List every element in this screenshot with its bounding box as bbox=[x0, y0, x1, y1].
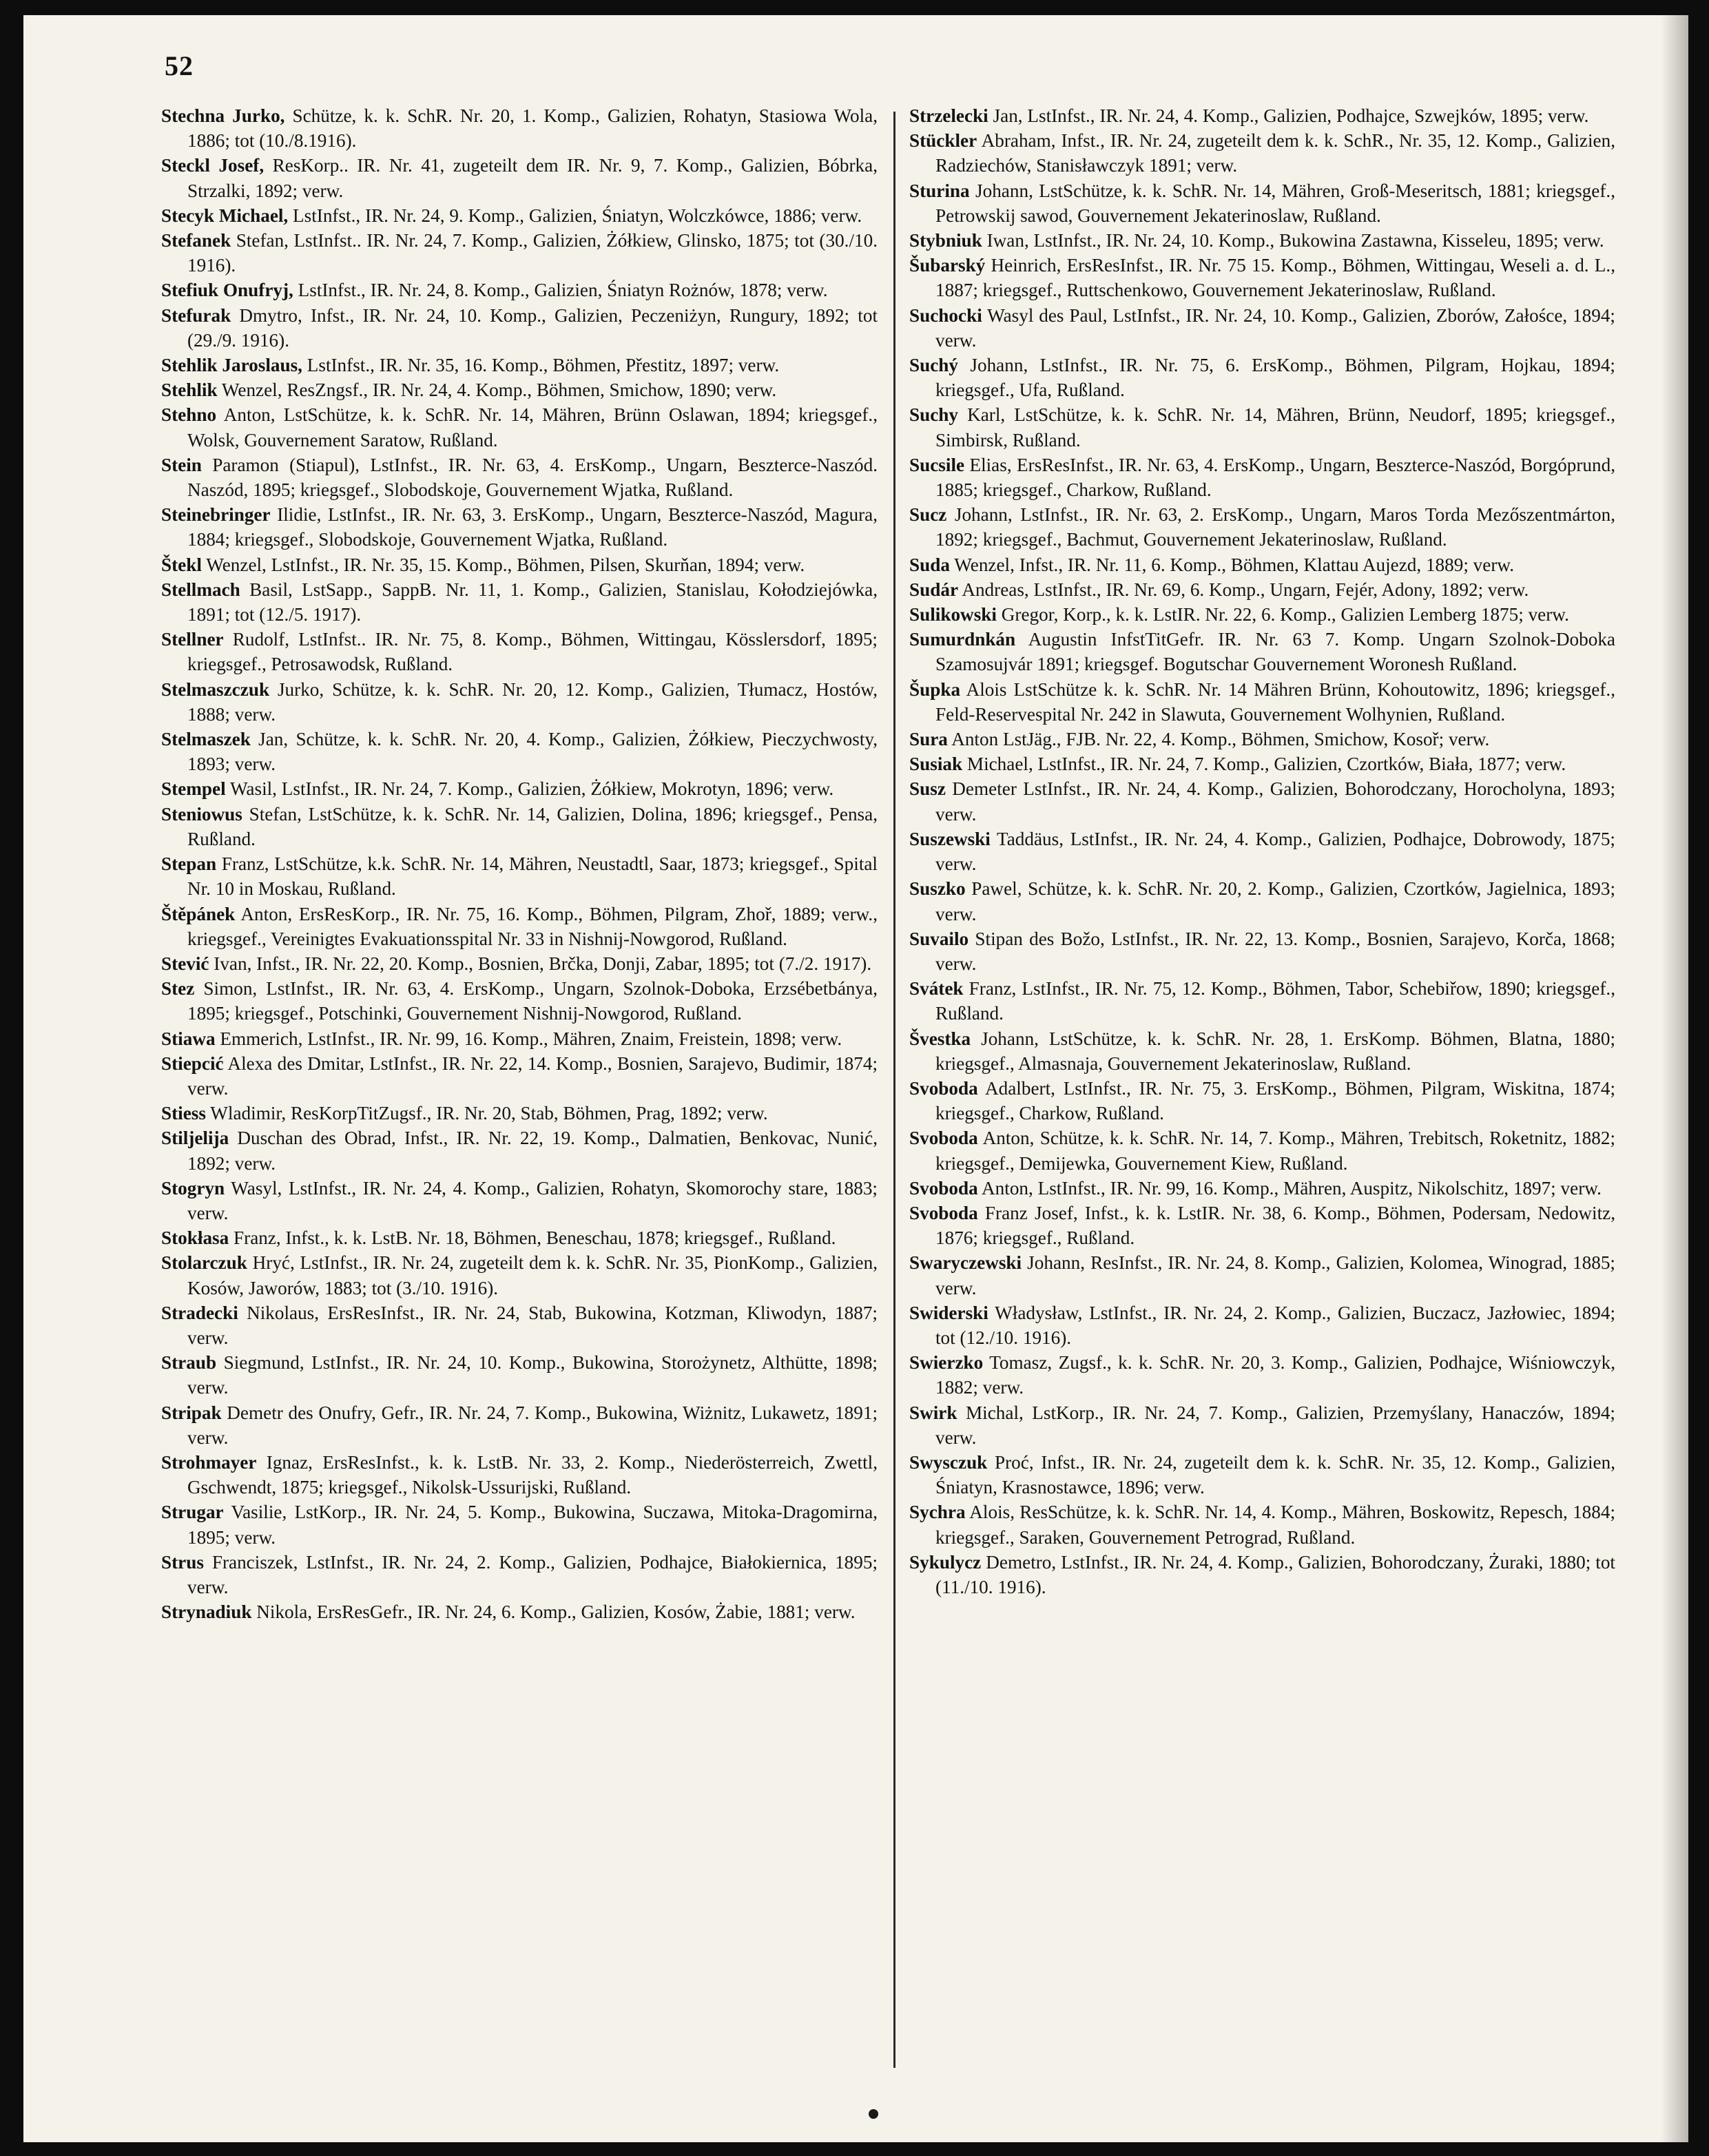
entry-details: Pawel, Schütze, k. k. SchR. Nr. 20, 2. Komp., Galizien, Czortków, Jagielnica, 1893; verw. bbox=[935, 878, 1615, 924]
entry-name: Svoboda bbox=[909, 1077, 978, 1099]
column-divider bbox=[893, 112, 895, 2068]
register-entry bbox=[909, 1201, 1615, 1250]
entry-details: Wenzel, ResZngsf., IR. Nr. 24, 4. Komp., Böhmen, Smichow, 1890; verw. bbox=[217, 380, 777, 401]
entry-name: Stiawa bbox=[161, 1028, 216, 1049]
entry-details: Wasyl des Paul, LstInfst., IR. Nr. 24, 10. Komp., Galizien, Zborów, Załośce, 1894; verw. bbox=[935, 304, 1615, 351]
entry-name: Sturina bbox=[909, 180, 970, 201]
entry-name: Svoboda bbox=[909, 1128, 978, 1149]
entry-name: Stempel bbox=[161, 778, 226, 800]
entry-details: Johann, LstInfst., IR. Nr. 75, 6. ErsKomp., Böhmen, Pilgram, Hojkau, 1894; kriegsgef., Ufa, Rußland. bbox=[935, 355, 1615, 401]
register-entry bbox=[161, 103, 878, 153]
entry-details: Anton, Schütze, k. k. SchR. Nr. 14, 7. Komp., Mähren, Trebitsch, Roketnitz, 1882; kriegsgef., Demijewka, Gouvernement Kiew, Rußland. bbox=[935, 1128, 1615, 1174]
entry-details: Michal, LstKorp., IR. Nr. 24, 7. Komp., Galizien, Przemyślany, Hanaczów, 1894; verw. bbox=[935, 1402, 1615, 1448]
register-entry bbox=[161, 278, 878, 302]
register-entry bbox=[161, 1051, 878, 1101]
entry-details: Ignaz, ErsResInfst., k. k. LstB. Nr. 33, 2. Komp., Niederösterreich, Zwettl, Gschwendt, 1875; kriegsgef., Nikolsk-Ussurijski, Rußland. bbox=[187, 1451, 878, 1498]
entry-name: Swiderski bbox=[909, 1302, 988, 1323]
entry-name: Stelmaszek bbox=[161, 729, 251, 750]
entry-name: Suchocki bbox=[909, 304, 982, 326]
entry-name: Straub bbox=[161, 1352, 217, 1374]
entry-name: Stellmach bbox=[161, 579, 240, 600]
entry-details: Rudolf, LstInfst.. IR. Nr. 75, 8. Komp., Böhmen, Wittingau, Kösslersdorf, 1895; kriegsgef., Petrosawodsk, Rußland. bbox=[187, 629, 878, 675]
entry-name: Strzelecki bbox=[909, 105, 988, 126]
entry-details: Heinrich, ErsResInfst., IR. Nr. 75 15. Komp., Böhmen, Wittingau, Weseli a. d. L., 1887; kriegsgef., Ruttschenkowo, Gouvernement Jekaterinoslaw, Rußland. bbox=[935, 255, 1615, 301]
entry-details: Wenzel, Infst., IR. Nr. 11, 6. Komp., Böhmen, Klattau Aujezd, 1889; verw. bbox=[949, 554, 1515, 575]
entry-name: Strus bbox=[161, 1551, 204, 1573]
entry-name: Steckl Josef, bbox=[161, 155, 265, 176]
right-column bbox=[909, 103, 1615, 1599]
register-entry bbox=[161, 1350, 878, 1400]
entry-details: Anton LstJäg., FJB. Nr. 22, 4. Komp., Böhmen, Smichow, Kosoř; verw. bbox=[947, 729, 1490, 750]
register-entry bbox=[161, 453, 878, 502]
entry-name: Sumurdnkán bbox=[909, 629, 1016, 650]
entry-details: Karl, LstSchütze, k. k. SchR. Nr. 14, Mähren, Brünn, Neudorf, 1895; kriegsgef., Simbirsk, Rußland. bbox=[935, 404, 1615, 450]
entry-name: Stecyk Michael, bbox=[161, 205, 289, 226]
entry-name: Sychra bbox=[909, 1502, 966, 1523]
register-entry bbox=[909, 1550, 1615, 1599]
register-entry bbox=[161, 353, 878, 377]
entry-details: Stefan, LstInfst.. IR. Nr. 24, 7. Komp., Galizien, Żółkiew, Glinsko, 1875; tot (30./10. 1916). bbox=[187, 230, 878, 276]
page-number: 52 bbox=[165, 50, 194, 81]
register-entry bbox=[161, 1500, 878, 1549]
entry-name: Stelmaszczuk bbox=[161, 678, 270, 700]
register-entry bbox=[161, 802, 878, 851]
entry-details: Andreas, LstInfst., IR. Nr. 69, 6. Komp., Ungarn, Fejér, Adony, 1892; verw. bbox=[958, 579, 1529, 600]
entry-details: Nikola, ErsResGefr., IR. Nr. 24, 6. Komp., Galizien, Kosów, Żabie, 1881; verw. bbox=[251, 1602, 856, 1623]
entry-details: Franz, LstInfst., IR. Nr. 75, 12. Komp., Böhmen, Tabor, Schebiřow, 1890; kriegsgef., Rußland. bbox=[935, 978, 1615, 1024]
register-entry bbox=[909, 502, 1615, 552]
entry-name: Stückler bbox=[909, 130, 977, 152]
register-entry bbox=[909, 1250, 1615, 1300]
entry-name: Stefiuk Onufryj, bbox=[161, 280, 293, 301]
entry-details: Jan, Schütze, k. k. SchR. Nr. 20, 4. Komp., Galizien, Żółkiew, Pieczychwosty, 1893; verw. bbox=[187, 729, 878, 775]
entry-name: Swaryczewski bbox=[909, 1252, 1022, 1274]
register-entry bbox=[909, 1500, 1615, 1549]
entry-details: Proć, Infst., IR. Nr. 24, zugeteilt dem k. k. SchR. Nr. 35, 12. Komp., Galizien, Śniatyn, Krasnostawce, 1896; verw. bbox=[935, 1451, 1615, 1498]
entry-name: Sucsile bbox=[909, 454, 965, 475]
entry-details: Tomasz, Zugsf., k. k. SchR. Nr. 20, 3. Komp., Galizien, Podhajce, Wiśniowczyk, 1882; verw. bbox=[935, 1352, 1615, 1398]
entry-details: LstInfst., IR. Nr. 24, 8. Komp., Galizien, Śniatyn Rożnów, 1878; verw. bbox=[293, 280, 828, 301]
register-entry bbox=[161, 577, 878, 627]
register-entry bbox=[909, 1026, 1615, 1076]
entry-details: Johann, ResInfst., IR. Nr. 24, 8. Komp., Galizien, Kolomea, Winograd, 1885; verw. bbox=[935, 1252, 1615, 1298]
entry-name: Svátek bbox=[909, 978, 964, 999]
entry-details: Emmerich, LstInfst., IR. Nr. 99, 16. Komp., Mähren, Znaim, Freistein, 1898; verw. bbox=[215, 1028, 842, 1049]
entry-name: Šubarský bbox=[909, 255, 986, 276]
entry-name: Stogryn bbox=[161, 1177, 225, 1199]
entry-details: Anton, ErsResKorp., IR. Nr. 75, 16. Komp., Böhmen, Pilgram, Zhoř, 1889; verw., kriegsgef., Vereinigtes Evakuationsspital Nr. 33 in Nishnij-Nowgorod, Rußland. bbox=[187, 903, 878, 949]
entry-details: Jurko, Schütze, k. k. SchR. Nr. 20, 12. Komp., Galizien, Tłumacz, Hostów, 1888; verw. bbox=[187, 678, 878, 725]
register-entry bbox=[909, 876, 1615, 926]
entry-details: Anton, LstSchütze, k. k. SchR. Nr. 14, Mähren, Brünn Oslawan, 1894; kriegsgef., Wolsk, Gouvernement Saratow, Rußland. bbox=[187, 404, 878, 450]
register-entry bbox=[161, 851, 878, 901]
entry-details: LstInfst., IR. Nr. 24, 9. Komp., Galizien, Śniatyn, Wolczkówce, 1886; verw. bbox=[288, 205, 862, 226]
entry-details: Siegmund, LstInfst., IR. Nr. 24, 10. Komp., Bukowina, Storożynetz, Althütte, 1898; verw. bbox=[187, 1352, 878, 1398]
register-entry bbox=[161, 153, 878, 203]
register-entry bbox=[161, 502, 878, 552]
register-entry bbox=[161, 1225, 878, 1250]
entry-details: Simon, LstInfst., IR. Nr. 63, 4. ErsKomp., Ungarn, Szolnok-Doboka, Erzsébetbánya, 1895; kriegsgef., Potschinki, Gouvernement Nishnij-Nowgorod, Rußland. bbox=[187, 978, 878, 1024]
entry-details: Adalbert, LstInfst., IR. Nr. 75, 3. ErsKomp., Böhmen, Pilgram, Wiskitna, 1874; kriegsgef., Charkow, Rußland. bbox=[935, 1077, 1615, 1124]
entry-details: Alexa des Dmitar, LstInfst., IR. Nr. 22, 14. Komp., Bosnien, Sarajevo, Budimir, 1874; verw. bbox=[187, 1053, 878, 1099]
entry-name: Steniowus bbox=[161, 803, 242, 825]
entry-name: Suszko bbox=[909, 878, 966, 900]
entry-name: Stiepcić bbox=[161, 1053, 224, 1074]
register-entry bbox=[909, 1076, 1615, 1126]
entry-details: Alois, ResSchütze, k. k. SchR. Nr. 14, 4. Komp., Mähren, Boskowitz, Repesch, 1884; kriegsgef., Saraken, Gouvernement Petrograd, Rußland. bbox=[935, 1502, 1615, 1548]
entry-details: Abraham, Infst., IR. Nr. 24, zugeteilt dem k. k. SchR., Nr. 35, 12. Komp., Galizien, Radziechów, Stanisławczyk 1891; verw. bbox=[935, 130, 1615, 176]
entry-name: Strohmayer bbox=[161, 1451, 257, 1473]
entry-details: Michael, LstInfst., IR. Nr. 24, 7. Komp., Galizien, Czortków, Biała, 1877; verw. bbox=[962, 754, 1566, 775]
page-edge-shadow bbox=[1661, 15, 1688, 2142]
register-entry bbox=[909, 1176, 1615, 1201]
entry-name: Stolarczuk bbox=[161, 1252, 247, 1274]
register-entry bbox=[161, 1300, 878, 1350]
entry-details: Basil, LstSapp., SappB. Nr. 11, 1. Komp., Galizien, Stanislau, Kołodziejówka, 1891; tot (12./5. 1917). bbox=[187, 579, 878, 625]
register-entry bbox=[161, 727, 878, 776]
register-entry bbox=[909, 677, 1615, 727]
register-entry bbox=[161, 627, 878, 676]
entry-name: Stiess bbox=[161, 1103, 206, 1124]
register-entry bbox=[161, 1026, 878, 1051]
register-entry bbox=[909, 1450, 1615, 1500]
register-entry bbox=[909, 228, 1615, 253]
entry-details: Duschan des Obrad, Infst., IR. Nr. 22, 19. Komp., Dalmatien, Benkovac, Nunić, 1892; verw. bbox=[187, 1128, 878, 1174]
register-entry bbox=[161, 677, 878, 727]
entry-name: Stradecki bbox=[161, 1302, 238, 1323]
entry-name: Svoboda bbox=[909, 1202, 978, 1223]
entry-name: Sudár bbox=[909, 579, 959, 600]
entry-name: Stehno bbox=[161, 404, 217, 426]
entry-details: Johann, LstSchütze, k. k. SchR. Nr. 14, Mähren, Groß-Meseritsch, 1881; kriegsgef., Petrowskij sawod, Gouvernement Jekaterinoslaw, Rußland. bbox=[935, 180, 1615, 226]
register-entry bbox=[161, 203, 878, 228]
entry-details: ResKorp.. IR. Nr. 41, zugeteilt dem IR. Nr. 9, 7. Komp., Galizien, Bóbrka, Strzalki, 1892; verw. bbox=[187, 155, 878, 201]
register-entry bbox=[909, 303, 1615, 353]
entry-name: Stehlik bbox=[161, 380, 218, 401]
entry-details: Franciszek, LstInfst., IR. Nr. 24, 2. Komp., Galizien, Podhajce, Białokiernica, 1895; verw. bbox=[187, 1551, 878, 1597]
register-entry bbox=[909, 552, 1615, 577]
entry-name: Šupka bbox=[909, 678, 961, 700]
entry-name: Stepan bbox=[161, 853, 217, 875]
entry-name: Sucz bbox=[909, 504, 947, 526]
register-entry bbox=[161, 1101, 878, 1126]
register-entry bbox=[909, 602, 1615, 627]
register-entry bbox=[909, 727, 1615, 752]
entry-details: Augustin InfstTitGefr. IR. Nr. 63 7. Komp. Ungarn Szolnok-Doboka Szamosujvár 1891; kriegsgef. Bogutschar Gouvernement Woronesh Rußland. bbox=[935, 629, 1615, 675]
entry-details: Johann, LstSchütze, k. k. SchR. Nr. 28, 1. ErsKomp. Böhmen, Blatna, 1880; kriegsgef., Almasnaja, Gouvernement Jekaterinoslaw, Rußland. bbox=[935, 1028, 1615, 1074]
register-entry bbox=[161, 902, 878, 951]
entry-name: Swirk bbox=[909, 1402, 957, 1423]
register-entry bbox=[909, 752, 1615, 776]
entry-details: Taddäus, LstInfst., IR. Nr. 24, 4. Komp., Galizien, Podhajce, Dobrowody, 1875; verw. bbox=[935, 828, 1615, 875]
left-column bbox=[161, 103, 878, 1624]
register-entry bbox=[161, 776, 878, 801]
ink-dot bbox=[869, 2109, 878, 2119]
entry-details: Wasyl, LstInfst., IR. Nr. 24, 4. Komp., Galizien, Rohatyn, Skomorochy stare, 1883; verw. bbox=[187, 1177, 878, 1223]
entry-details: Franz Josef, Infst., k. k. LstIR. Nr. 38, 6. Komp., Böhmen, Podersam, Nedowitz, 1876; kriegsgef., Rußland. bbox=[935, 1202, 1615, 1249]
register-entry bbox=[161, 402, 878, 452]
register-entry bbox=[909, 577, 1615, 602]
register-entry bbox=[909, 353, 1615, 402]
register-entry bbox=[909, 1300, 1615, 1350]
register-entry bbox=[161, 1450, 878, 1500]
register-entry bbox=[909, 1126, 1615, 1175]
entry-details: Anton, LstInfst., IR. Nr. 99, 16. Komp., Mähren, Auspitz, Nikolschitz, 1897; verw. bbox=[977, 1177, 1602, 1199]
entry-name: Stellner bbox=[161, 629, 224, 650]
entry-details: Schütze, k. k. SchR. Nr. 20, 1. Komp., Galizien, Rohatyn, Stasiowa Wola, 1886; tot (10./8.1916). bbox=[187, 105, 878, 152]
entry-details: Wladimir, ResKorpTitZugsf., IR. Nr. 20, Stab, Böhmen, Prag, 1892; verw. bbox=[205, 1103, 768, 1124]
entry-details: Dmytro, Infst., IR. Nr. 24, 10. Komp., Galizien, Peczeniżyn, Rungury, 1892; tot (29./9. 1916). bbox=[187, 304, 878, 351]
entry-name: Stefurak bbox=[161, 304, 231, 326]
entry-name: Suszewski bbox=[909, 828, 991, 849]
entry-name: Stein bbox=[161, 454, 202, 475]
register-entry bbox=[909, 402, 1615, 452]
register-entry bbox=[161, 1126, 878, 1175]
entry-name: Stehlik Jaroslaus, bbox=[161, 355, 302, 376]
entry-name: Stez bbox=[161, 978, 195, 999]
entry-name: Strynadiuk bbox=[161, 1602, 252, 1623]
entry-name: Strugar bbox=[161, 1502, 224, 1523]
entry-name: Suda bbox=[909, 554, 950, 575]
entry-name: Stević bbox=[161, 953, 209, 974]
entry-name: Stokłasa bbox=[161, 1227, 229, 1249]
register-entry bbox=[909, 827, 1615, 876]
register-entry bbox=[909, 103, 1615, 128]
register-entry bbox=[909, 253, 1615, 302]
register-entry bbox=[161, 1400, 878, 1450]
register-entry bbox=[161, 552, 878, 577]
entry-name: Suchy bbox=[909, 404, 959, 426]
register-entry bbox=[909, 627, 1615, 676]
entry-name: Stybniuk bbox=[909, 230, 982, 251]
entry-details: Hryć, LstInfst., IR. Nr. 24, zugeteilt dem k. k. SchR. Nr. 35, PionKomp., Galizien, Kosów, Jaworów, 1883; tot (3./10. 1916). bbox=[187, 1252, 878, 1298]
entry-details: Vasilie, LstKorp., IR. Nr. 24, 5. Komp., Bukowina, Suczawa, Mitoka-Dragomirna, 1895; verw. bbox=[187, 1502, 878, 1548]
entry-name: Swierzko bbox=[909, 1352, 984, 1374]
entry-details: Stefan, LstSchütze, k. k. SchR. Nr. 14, Galizien, Dolina, 1896; kriegsgef., Pensa, Rußland. bbox=[187, 803, 878, 849]
entry-details: Alois LstSchütze k. k. SchR. Nr. 14 Mähren Brünn, Kohoutowitz, 1896; kriegsgef., Feld-Reservespital Nr. 242 in Slawuta, Gouvernement Wolhynien, Rußland. bbox=[935, 678, 1615, 725]
entry-details: Elias, ErsResInfst., IR. Nr. 63, 4. ErsKomp., Ungarn, Beszterce-Naszód, Borgóprund, 1885; kriegsgef., Charkow, Rußland. bbox=[935, 454, 1615, 501]
entry-name: Suvailo bbox=[909, 928, 969, 949]
entry-name: Stripak bbox=[161, 1402, 222, 1423]
entry-details: Franz, Infst., k. k. LstB. Nr. 18, Böhmen, Beneschau, 1878; kriegsgef., Rußland. bbox=[229, 1227, 836, 1249]
entry-name: Suchý bbox=[909, 355, 959, 376]
entry-name: Štěpánek bbox=[161, 903, 236, 924]
register-entry bbox=[161, 228, 878, 278]
entry-name: Stiljelija bbox=[161, 1128, 229, 1149]
entry-name: Sykulycz bbox=[909, 1551, 982, 1573]
entry-details: Johann, LstInfst., IR. Nr. 63, 2. ErsKomp., Ungarn, Maros Torda Mezőszentmárton, 1892; kriegsgef., Bachmut, Gouvernement Jekaterinoslaw, Rußland. bbox=[935, 504, 1615, 550]
entry-name: Stechna Jurko, bbox=[161, 105, 285, 126]
entry-name: Štekl bbox=[161, 554, 202, 575]
register-entry bbox=[161, 951, 878, 976]
entry-details: Stipan des Božo, LstInfst., IR. Nr. 22, 13. Komp., Bosnien, Sarajevo, Korča, 1868; verw. bbox=[935, 928, 1615, 974]
register-entry bbox=[161, 1599, 878, 1624]
entry-details: Paramon (Stiapul), LstInfst., IR. Nr. 63, 4. ErsKomp., Ungarn, Beszterce-Naszód. Naszód, 1895; kriegsgef., Slobodskoje, Gouvernement Wjatka, Rußland. bbox=[187, 454, 878, 501]
entry-details: Demeter LstInfst., IR. Nr. 24, 4. Komp., Galizien, Bohorodczany, Horocholyna, 1893; verw. bbox=[935, 778, 1615, 825]
register-entry bbox=[909, 453, 1615, 502]
entry-details: Jan, LstInfst., IR. Nr. 24, 4. Komp., Galizien, Podhajce, Szwejków, 1895; verw. bbox=[988, 105, 1589, 126]
register-entry bbox=[909, 178, 1615, 228]
entry-details: Wasil, LstInfst., IR. Nr. 24, 7. Komp., Galizien, Żółkiew, Mokrotyn, 1896; verw. bbox=[225, 778, 834, 800]
entry-name: Stefanek bbox=[161, 230, 231, 251]
register-entry bbox=[909, 128, 1615, 178]
register-entry bbox=[161, 303, 878, 353]
register-entry bbox=[161, 1250, 878, 1300]
register-entry bbox=[161, 1176, 878, 1225]
entry-details: Franz, LstSchütze, k.k. SchR. Nr. 14, Mähren, Neustadtl, Saar, 1873; kriegsgef., Spital Nr. 10 in Moskau, Rußland. bbox=[187, 853, 878, 900]
register-entry bbox=[909, 1400, 1615, 1450]
entry-name: Steinebringer bbox=[161, 504, 271, 526]
entry-name: Swysczuk bbox=[909, 1451, 988, 1473]
entry-details: Demetr des Onufry, Gefr., IR. Nr. 24, 7. Komp., Bukowina, Wiżnitz, Lukawetz, 1891; verw. bbox=[187, 1402, 878, 1448]
register-entry bbox=[909, 1350, 1615, 1400]
register-entry bbox=[909, 776, 1615, 826]
register-entry bbox=[161, 976, 878, 1026]
entry-details: Wenzel, LstInfst., IR. Nr. 35, 15. Komp., Böhmen, Pilsen, Skurňan, 1894; verw. bbox=[201, 554, 805, 575]
entry-details: Władysław, LstInfst., IR. Nr. 24, 2. Komp., Galizien, Buczacz, Jazłowiec, 1894; tot (12./10. 1916). bbox=[935, 1302, 1615, 1348]
entry-name: Sura bbox=[909, 729, 948, 750]
entry-details: Demetro, LstInfst., IR. Nr. 24, 4. Komp., Galizien, Bohorodczany, Żuraki, 1880; tot (11./10. 1916). bbox=[935, 1551, 1615, 1597]
register-entry bbox=[161, 377, 878, 402]
entry-details: Ivan, Infst., IR. Nr. 22, 20. Komp., Bosnien, Brčka, Donji, Zabar, 1895; tot (7./2. 1917). bbox=[209, 953, 872, 974]
register-entry bbox=[909, 926, 1615, 976]
entry-name: Sulikowski bbox=[909, 604, 997, 625]
entry-name: Susz bbox=[909, 778, 946, 800]
entry-name: Susiak bbox=[909, 754, 963, 775]
entry-details: Ilidie, LstInfst., IR. Nr. 63, 3. ErsKomp., Ungarn, Beszterce-Naszód, Magura, 1884; kriegsgef., Slobodskoje, Gouvernement Wjatka, Rußland. bbox=[187, 504, 878, 550]
register-entry bbox=[161, 1550, 878, 1599]
entry-details: Nikolaus, ErsResInfst., IR. Nr. 24, Stab, Bukowina, Kotzman, Kliwodyn, 1887; verw. bbox=[187, 1302, 878, 1348]
entry-name: Švestka bbox=[909, 1028, 971, 1049]
entry-name: Svoboda bbox=[909, 1177, 978, 1199]
entry-details: Gregor, Korp., k. k. LstIR. Nr. 22, 6. Komp., Galizien Lemberg 1875; verw. bbox=[996, 604, 1569, 625]
entry-details: LstInfst., IR. Nr. 35, 16. Komp., Böhmen, Přestitz, 1897; verw. bbox=[302, 355, 780, 376]
entry-details: Iwan, LstInfst., IR. Nr. 24, 10. Komp., Bukowina Zastawna, Kisseleu, 1895; verw. bbox=[982, 230, 1604, 251]
register-entry bbox=[909, 976, 1615, 1026]
